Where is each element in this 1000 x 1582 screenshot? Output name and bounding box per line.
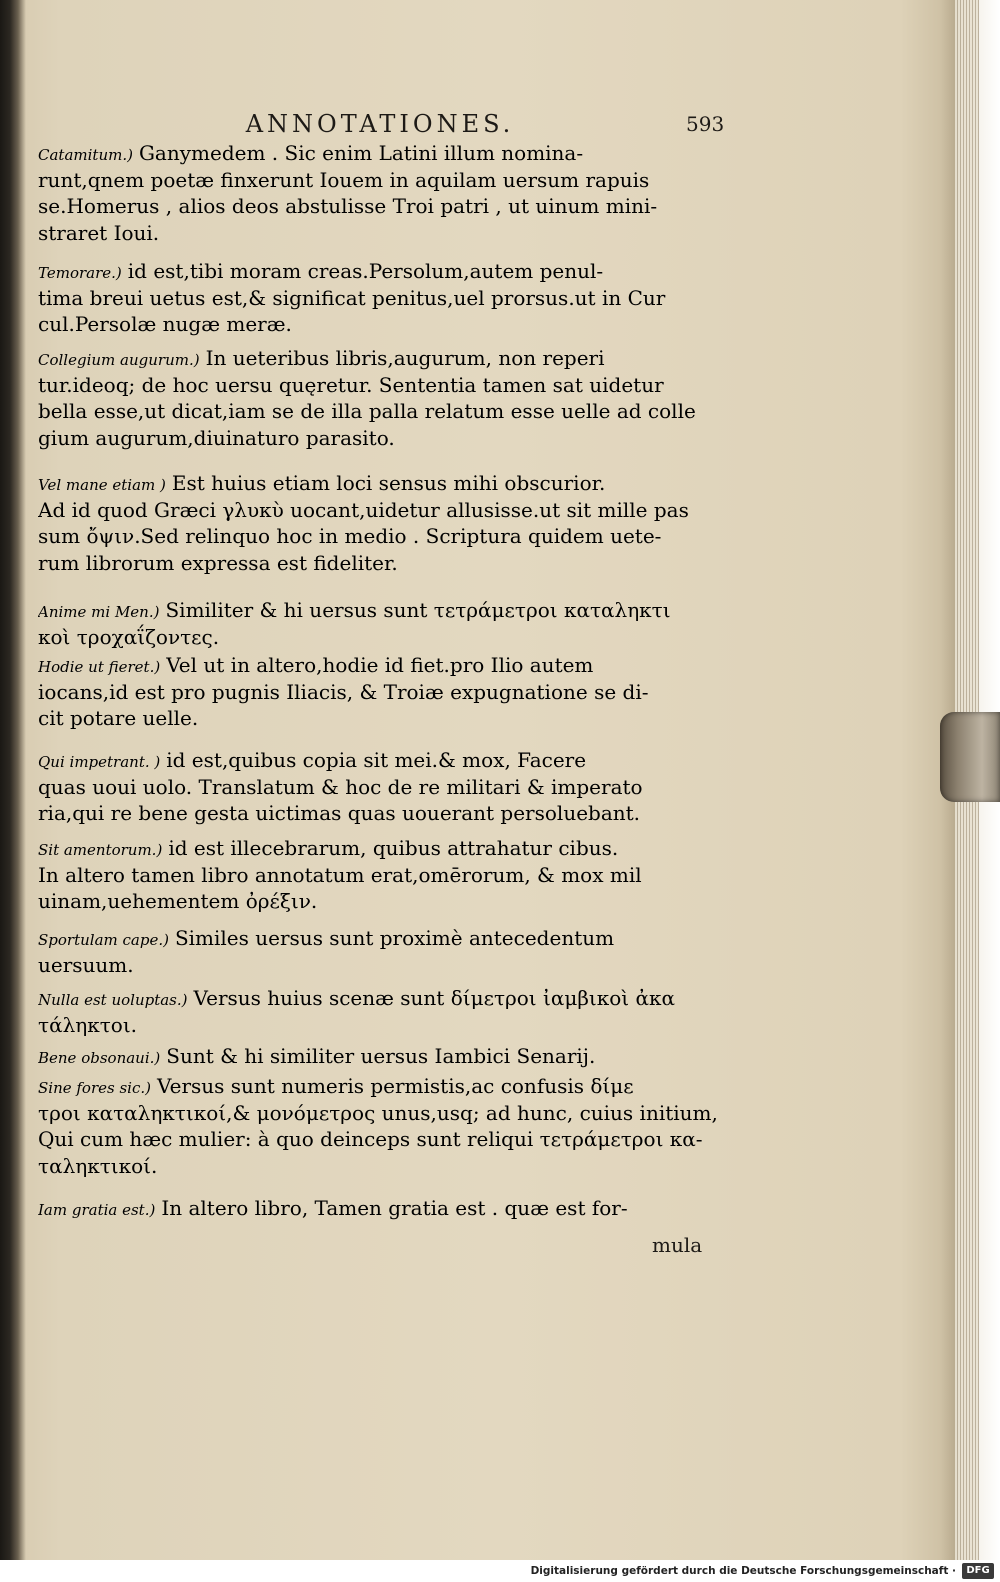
annotation-entry-line [38,1100,724,1127]
annotation-text: In altero libro, Tamen gratia est . quæ est for- [161,1196,628,1220]
annotation-lemma: Temorare.) [38,264,122,282]
annotation-text: Ganymedem . Sic enim Latini illum nomina- [138,141,584,165]
annotation-text: iocans,id est pro pugnis Iliacis, & Troiæ expugnatione se di- [38,679,649,704]
annotation-entry-first-line [38,652,724,681]
annotation-lemma: Catamitum.) [38,146,133,164]
footer-bar [0,1560,1000,1582]
annotation-text: κοὶ τροχαΐζοντες. [38,624,220,649]
annotation-text: Ad id quod Græci γλυκὺ uocant,uidetur allusisse.ut sit mille pas [38,497,689,522]
annotation-lemma: Bene obsonaui.) [38,1049,161,1067]
annotation-entry-line [38,1153,724,1180]
annotation-entry-first-line [38,140,724,169]
annotation-entry-line [38,679,724,706]
annotation-text: straret Ioui. [38,220,160,245]
annotation-entry-first-line [38,1043,724,1072]
annotation-entry-first-line [38,835,724,864]
annotation-text: In altero tamen libro annotatum erat,omērorum, & mox mil [38,862,642,887]
annotation-text: runt,qnem poetæ finxerunt Iouem in aquilam uersum rapuis [38,167,650,192]
annotation-text: In ueteribus libris,augurum, non reperi [205,346,605,370]
annotation-entry-line [38,372,724,399]
annotation-entry-first-line [38,470,724,499]
running-head: ANNOTATIONES. [245,110,515,138]
footer-credit: Digitalisierung gefördert durch die Deutsche Forschungsgemeinschaft · [530,1565,956,1577]
annotation-text: id est,tibi moram creas.Persolum,autem penul- [127,259,604,283]
annotation-lemma: Nulla est uoluptas.) [38,991,188,1009]
annotation-lemma: Sportulam cape.) [38,931,169,949]
annotation-text: Versus sunt numeris permistis,ac confusis δίμε [157,1074,634,1098]
annotation-text: τάληκτοι. [38,1012,138,1037]
catchword: mula [652,1233,703,1257]
annotation-text: τροι καταληκτικοί,& μονόμετρος unus,usq; ad hunc, cuius initium, [38,1100,718,1125]
annotation-lemma: Sine fores sic.) [38,1079,151,1097]
annotation-entry-line [38,1126,724,1153]
annotation-text: Sunt & hi similiter uersus Iambici Senarij. [166,1044,596,1068]
annotation-entry-line [38,398,724,425]
annotation-text: id est illecebrarum, quibus attrahatur cibus. [168,836,619,860]
annotation-text: tur.ideoq; de hoc uersu quęretur. Sententia tamen sat uidetur [38,372,664,397]
annotation-entry-line [38,311,724,338]
annotation-text: cul.Persolæ nugæ meræ. [38,312,292,336]
annotation-text: Qui cum hæc mulier: à quo deinceps sunt reliqui τετράμετροι κα- [38,1127,703,1151]
annotation-lemma: Qui impetrant. ) [38,753,161,771]
annotation-entry-line [38,624,724,651]
annotation-entry-line [38,523,724,550]
annotation-text: Est huius etiam loci sensus mihi obscurior. [171,471,606,495]
annotation-entry-line [38,550,724,577]
annotation-lemma: Iam gratia est.) [38,1201,156,1219]
annotation-entry-first-line [38,985,724,1014]
annotation-entry-first-line [38,925,724,954]
annotation-text: id est,quibus copia sit mei.& mox, Facere [166,748,587,772]
annotation-entry-line [38,425,724,452]
annotation-text: uersuum. [38,952,134,977]
annotation-text: cit potare uelle. [38,706,199,730]
annotation-entry-first-line [38,345,724,374]
annotation-text: Similes uersus sunt proximè antecedentum [174,926,615,950]
annotation-text: sum ὄψιν.Sed relinquo hoc in medio . Scriptura quidem uete- [38,524,662,548]
annotation-entry-line [38,774,724,801]
annotation-lemma: Sit amentorum.) [38,841,163,859]
annotation-text: ταληκτικοί. [38,1153,158,1178]
annotation-entry-line [38,167,724,194]
annotation-entry-first-line [38,747,724,776]
annotation-lemma: Anime mi Men.) [38,603,160,621]
annotation-entry-first-line [38,258,724,287]
annotation-text: quas uoui uolo. Translatum & hoc de re militari & imperato [38,774,643,799]
page-number: 593 [686,112,725,136]
annotation-entry-line [38,800,724,827]
annotation-lemma: Collegium augurum.) [38,351,200,369]
annotation-entry-line [38,705,724,732]
annotation-entry-line [38,862,724,889]
annotation-text: uinam,uehementem ὀρέξιν. [38,889,318,913]
annotation-entry-line [38,952,724,979]
annotation-text: bella esse,ut dicat,iam se de illa palla relatum esse uelle ad colle [38,399,696,423]
annotation-lemma: Hodie ut fieret.) [38,658,161,676]
book-clasp [940,712,1000,802]
annotation-text: se.Homerus , alios deos abstulisse Troi patri , ut uinum mini- [38,194,658,218]
annotation-entry-line [38,888,724,915]
annotation-entry-line [38,193,724,220]
annotation-entry-first-line [38,597,724,626]
annotation-text: Vel ut in altero,hodie id fiet.pro Ilio autem [166,653,594,677]
annotation-text: gium augurum,diuinaturo parasito. [38,425,395,450]
annotation-lemma: Vel mane etiam ) [38,476,166,494]
annotation-text: ria,qui re bene gesta uictimas quas uouerant persoluebant. [38,801,641,825]
annotation-entry-first-line [38,1195,724,1224]
annotation-entry-line [38,1012,724,1039]
annotation-text: Similiter & hi uersus sunt τετράμετροι καταληκτι [165,598,671,622]
annotation-text: Versus huius scenæ sunt δίμετροι ἰαμβικοὶ ἀκα [193,986,676,1010]
annotation-entry-line [38,497,724,524]
annotation-text: rum librorum expressa est fideliter. [38,550,398,575]
annotation-entry-line [38,220,724,247]
annotation-entry-first-line [38,1073,724,1102]
dfg-logo-icon: DFG [962,1563,994,1579]
annotation-text: tima breui uetus est,& significat penitus,uel prorsus.ut in Cur [38,285,666,310]
annotation-entry-line [38,285,724,312]
